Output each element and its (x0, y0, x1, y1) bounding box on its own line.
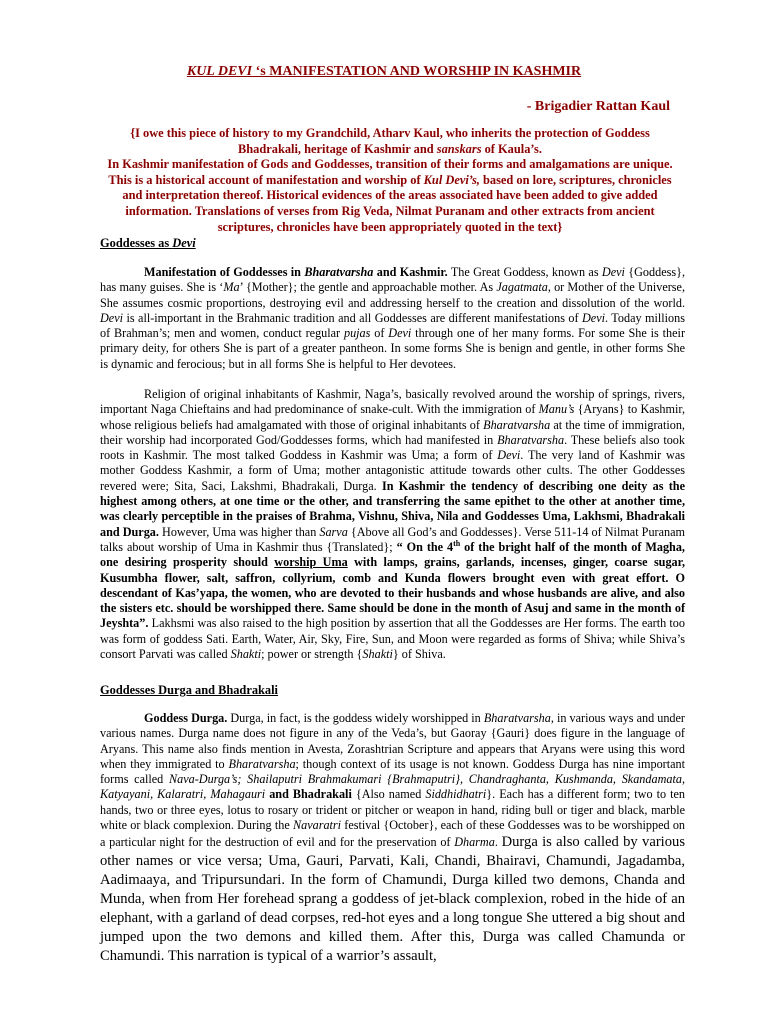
text-run: {Aryans} to Kashmir, whose religious beliefs had amalgamated with those of original inhabitants of (100, 402, 685, 432)
text-run: ; power or strength { (261, 647, 363, 662)
section-heading-durga-bhadrakali: Goddesses Durga and Bhadrakali (100, 683, 278, 697)
text-run: Bharatvarsha (497, 432, 565, 447)
title-rest: ‘s MANIFESTATION AND WORSHIP IN KASHMIR (252, 64, 582, 79)
text-run: Lakhsmi was also raised to the high position by assertion that all the Goddesses are Her forms. The earth too was form of goddess Sati. Earth, Water, Air, Sky, Fire, Sun, and Moon were regarded as forms of Shiva; while Shiva’s consort Parvati was called (100, 616, 685, 662)
text-run: of (370, 326, 389, 341)
text-run: . Today millions of Brahman’s; men and women, conduct regular (100, 310, 685, 341)
text-run: In Kashmir manifestation of Gods and Goddesses, transition of their forms and amalgamations are unique. This is a historical account of manifestation and worship of (107, 157, 673, 187)
text-run: , or Mother of the Universe, She assumes cosmic proportions, destroying evil and addressing herself to the creation and dissolution of the world. (100, 280, 686, 310)
paragraph-manifestation (100, 265, 685, 372)
text-run: Ma (223, 280, 240, 295)
text-run: In Kashmir the tendency of describing one deity as the highest among others, at one time or the other, and transferring the same epithet to the other at another time, was clearly perceptible in the praises of Brahma, Vishnu, Shiva, Nila and Goddesses Uma, Lakhsmi, Bhadrakali and Durga. (100, 478, 685, 539)
text-run: pujas (343, 326, 371, 341)
text-run: is all-important in the Brahmanic tradition and all Goddesses are different manifestations of (123, 310, 582, 325)
text-run: of Kaula’s. (481, 141, 542, 156)
text-run: Manifestation of Goddesses in (144, 265, 305, 279)
text-run: ’ {Mother}; the gentle and approachable mother. As (239, 280, 497, 295)
paragraph-goddess-durga (100, 711, 685, 966)
heading-italic: Devi (172, 236, 196, 250)
text-run: Dharma (454, 835, 495, 850)
text-run: Nava-Durga’s; Shailaputri Brahmakumari {Brahmaputri}, Chandraghanta, Kushmanda, Skandamata, Katyayani, Kalaratri, Mahagauri (100, 772, 686, 802)
text-run: } of Shiva. (392, 647, 446, 662)
text-run: {Above all God’s and Goddesses}. Verse 511-14 of Nilmat Puranam talks about worship of Uma in Kashmir thus {Translated}; (100, 524, 685, 554)
text-run: Bharatvarsha (304, 265, 374, 279)
title-italic: KUL DEVI (186, 64, 253, 79)
section-heading-goddesses-as-devi (100, 236, 196, 251)
text-run: {I owe this piece of history to my Grandchild, Atharv Kaul, who inherits the protection of Goddess Bhadrakali, heritage of Kashmir and (130, 126, 650, 156)
text-run: Devi (388, 326, 412, 341)
document-title (0, 64, 768, 80)
text-run: sanskars (436, 141, 482, 156)
text-run: {Also named (351, 787, 426, 802)
paragraph-durga-part2 (100, 834, 685, 964)
text-run: Devi (601, 265, 625, 279)
text-run: and Kashmir. (373, 265, 448, 279)
text-run: ; though context of its usage is not known. Goddess Durga has nine important forms called (100, 756, 686, 787)
text-run: {Goddess}, has many guises. She is ‘ (100, 265, 686, 295)
intro-note (100, 126, 680, 235)
text-run: }. Each has a different form; two to ten hands, two or three eyes, lotus to rosary or trident or pitcher or weapon in hand, riding bull or tiger and black, marble white or black complexion. During the (100, 787, 686, 833)
text-run: Durga, in fact, is the goddess widely worshipped in (227, 711, 484, 725)
text-run: Bharatvarsha (483, 711, 551, 725)
text-run: festival {October}, each of these Goddesses was to be worshipped on a particular night for the destruction of evil and for the preservation of (100, 818, 686, 850)
paragraph-religion (100, 387, 685, 662)
text-run: Bharatvarsha (483, 417, 551, 432)
text-run: of the bright half of the month of Magha, one desiring prosperity should (100, 539, 685, 570)
text-run: Devi (497, 448, 521, 463)
text-run: Jagatmata (496, 280, 548, 295)
text-run: Devi (582, 310, 606, 325)
text-run: at the time of immigration, their worship had incorporated God/Goddesses forms, which had manifested in (100, 417, 685, 447)
text-run: th (453, 538, 461, 548)
text-run: Goddess Durga. (144, 711, 228, 725)
text-run: Religion of original inhabitants of Kashmir, Naga’s, basically revolved around the worship of springs, rivers, important Naga Chieftains and had predominance of snake-cult. With the immigration of (100, 387, 685, 417)
text-run: based on lore, scriptures, chronicles and interpretation thereof. Historical evidences of the areas associated have been added to give added information. Translations of verses from Rig Veda, Nilmat Puranam and other extracts from ancient scriptures, chronicles have been appropriately quoted in the text} (122, 172, 672, 234)
author-line: - Brigadier Rattan Kaul (526, 99, 670, 114)
text-run: . (494, 835, 502, 850)
text-run: The Great Goddess, known as (447, 265, 602, 279)
text-run: However, Uma was higher than (158, 524, 320, 539)
text-run: Manu’s (538, 402, 575, 417)
text-run: and Bhadrakali (265, 787, 352, 802)
text-run: Shakti (362, 647, 393, 662)
text-run: Siddhidhatri (425, 787, 487, 802)
text-run: . The very land of Kashmir was mother Goddess Kashmir, a form of Uma; mother antagonistic attitude towards other cults. The other Goddesses revered were; Sita, Saci, Lakshmi, Bhadrakali, Durga. (100, 448, 685, 493)
text-run: Shakti (230, 647, 262, 662)
text-run: Durga is also called by various other names or vice versa; Uma, Gauri, Parvati, Kali, Chandi, Bhairavi, Chamundi, Jagadamba, Aadimaaya, and Tripursundari. In the form of Chamundi, Durga killed two demons, Chanda and Munda, when from Her forehead sprang a goddess of jet-black complexion, robed in the hide of an elephant, with a garland of dead corpses, red-hot eyes and a long tongue She uttered a big shout and jumped upon the two demons and killed them. After this, Durga was called Chamunda or Chamundi. This narration is typical of a warrior’s assault, (100, 834, 686, 965)
text-run: Devi (100, 310, 124, 325)
heading-text: Goddesses as (100, 236, 173, 250)
text-run: Kul Devi’s, (423, 172, 480, 187)
text-run: Sarva (319, 524, 348, 539)
paragraph-durga-part1 (100, 711, 685, 849)
text-run: “ On the 4 (396, 539, 454, 554)
text-run: . These beliefs also took roots in Kashmir. The most talked Goddess in Kashmir was Uma; a form of (100, 432, 685, 463)
text-run: Navaratri (292, 818, 342, 833)
text-run: Bharatvarsha (228, 756, 296, 771)
text-run: with lamps, grains, garlands, incenses, ginger, coarse sugar, Kusumbha flower, salt, saffron, collyrium, comb and Kunda flowers brought even with great effort. O descendant of Kas’yapa, the women, who are devoted to their husbands and whose husbands are alive, and also the sisters etc. should be worshipped there. Same should be done in the month of Asuj and same in the month of Jeyshta”. (100, 555, 685, 631)
text-run: worship Uma (274, 555, 348, 570)
text-run: , in various ways and under various names. Durga name does not figure in any of the Veda’s, but Gaoray {Gauri} does figure in the language of Aryans. This name also finds mention in Avesta, Zorashtrian Scripture and appears that Aryans were using this word when they immigrated to (100, 711, 685, 771)
text-run: through one of her many forms. For some She is their primary deity, for others She is part of a greater pantheon. In some forms She is benign and gentle, in other forms She is dynamic and ferocious; but in all forms She is helpful to Her devotees. (100, 326, 685, 371)
